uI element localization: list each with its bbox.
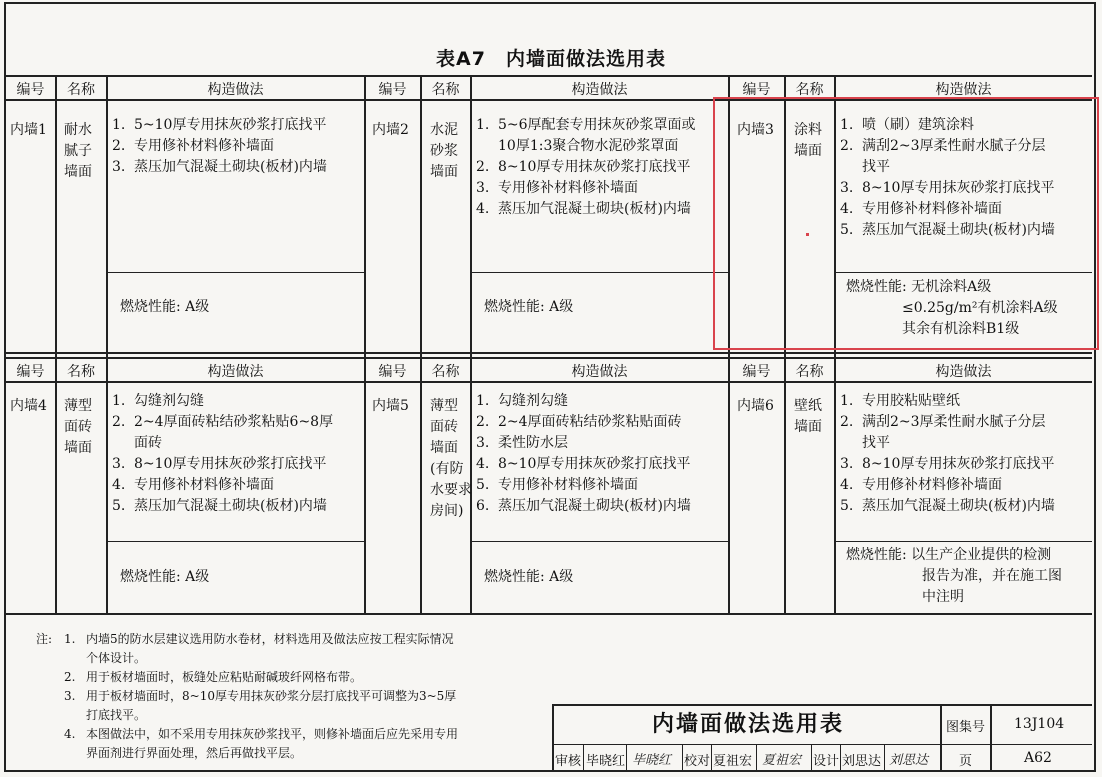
header-number: 编号 — [742, 82, 771, 98]
wall-name-line: 涂料 — [794, 122, 822, 138]
header-method: 构造做法 — [571, 364, 628, 380]
step-number: 2. — [476, 414, 490, 430]
step-text: 专用修补材料修补墙面 — [498, 180, 638, 196]
method-step — [476, 199, 696, 220]
step-text: 5~6厚配套专用抹灰砂浆罩面或 — [498, 117, 696, 133]
note-text: 用于板材墙面时，板缝处应粘贴耐碱玻纤网格布带。 — [86, 670, 363, 684]
fire-rating-line: ≤0.25g/m²有机涂料A级 — [902, 300, 1058, 316]
wall-name-line: 腻子 — [64, 143, 92, 159]
notes-label: 注: — [36, 632, 53, 646]
step-text: 勾缝剂勾缝 — [134, 393, 204, 409]
reviewer-signature: 毕晓红 — [632, 753, 672, 768]
header-name: 名称 — [431, 364, 460, 380]
header-method: 构造做法 — [207, 364, 264, 380]
checker-signature: 夏祖宏 — [762, 753, 802, 768]
method-step — [476, 412, 691, 433]
step-number: 5. — [840, 498, 854, 514]
wall-name-line: 墙面 — [64, 440, 92, 456]
step-text: 满刮2~3厚柔性耐水腻子分层 — [862, 414, 1046, 430]
wall-name-line: 壁纸 — [794, 398, 822, 414]
header-name: 名称 — [795, 364, 824, 380]
step-text: 蒸压加气混凝土砌块(板材)内墙 — [498, 201, 691, 217]
wall-name-line: 水泥 — [430, 122, 458, 138]
note-number: 1. — [64, 632, 76, 646]
step-text: 2~4厚面砖粘结砂浆粘贴6~8厚 — [134, 414, 334, 430]
header-method: 构造做法 — [935, 82, 992, 98]
wall-id: 内墙3 — [737, 122, 774, 138]
step-text: 8~10厚专用抹灰砂浆打底找平 — [134, 456, 327, 472]
fire-rating-line: 其余有机涂料B1级 — [902, 321, 1020, 337]
step-text: 专用胶粘贴壁纸 — [862, 393, 960, 409]
method-step — [112, 157, 327, 178]
step-text: 面砖 — [134, 435, 162, 451]
step-number: 1. — [112, 393, 126, 409]
note-item — [36, 725, 458, 763]
step-number: 2. — [476, 159, 490, 175]
step-number: 1. — [476, 117, 490, 133]
method-step — [840, 496, 1055, 517]
fire-rating-line: 中注明 — [922, 589, 964, 605]
drawing-title: 内墙面做法选用表 — [651, 712, 844, 737]
step-number: 4. — [840, 477, 854, 493]
check-label: 校对 — [684, 754, 711, 769]
method-step — [840, 454, 1055, 475]
step-number: 1. — [112, 117, 126, 133]
note-item — [36, 668, 458, 687]
step-text: 8~10厚专用抹灰砂浆打底找平 — [498, 456, 691, 472]
page-label: 页 — [959, 754, 973, 769]
method-steps — [840, 391, 1055, 517]
note-text: 本图做法中，如不采用专用抹灰砂浆找平，则修补墙面后应先采用专用 — [86, 727, 459, 741]
reviewer-name: 毕晓红 — [586, 754, 626, 769]
fire-rating-line: 燃烧性能: A级 — [120, 299, 210, 315]
method-step — [476, 475, 691, 496]
step-text: 柔性防水层 — [498, 435, 568, 451]
wall-id: 内墙2 — [372, 122, 409, 138]
wall-id: 内墙6 — [737, 398, 774, 414]
wall-id: 内墙1 — [10, 122, 47, 138]
step-number: 2. — [112, 414, 126, 430]
wall-name-line: 墙面 — [794, 143, 822, 159]
method-step — [112, 475, 333, 496]
checker-name: 夏祖宏 — [713, 754, 753, 769]
method-steps — [476, 115, 696, 220]
designer-name: 刘思达 — [842, 754, 882, 769]
step-text: 勾缝剂勾缝 — [498, 393, 568, 409]
method-step — [476, 136, 696, 157]
step-text: 8~10厚专用抹灰砂浆打底找平 — [862, 180, 1055, 196]
table-title: 表A7 内墙面做法选用表 — [436, 48, 666, 70]
step-number: 1. — [476, 393, 490, 409]
wall-name-line: 薄型 — [430, 398, 458, 414]
header-number: 编号 — [378, 364, 407, 380]
method-steps — [112, 115, 327, 178]
step-number: 3. — [476, 180, 490, 196]
method-steps — [112, 391, 333, 517]
fire-rating-line: 燃烧性能: 以生产企业提供的检测 — [846, 547, 1052, 563]
step-number: 3. — [476, 435, 490, 451]
method-step — [476, 157, 696, 178]
step-number: 3. — [112, 456, 126, 472]
note-text: 打底找平。 — [86, 708, 147, 722]
wall-name-line: 墙面 — [430, 440, 458, 456]
highlight-box — [713, 97, 1099, 350]
note-text: 用于板材墙面时，8~10厚专用抹灰砂浆分层打底找平可调整为3~5厚 — [86, 689, 457, 703]
header-name: 名称 — [795, 82, 824, 98]
review-label: 审核 — [555, 754, 582, 769]
header-number: 编号 — [378, 82, 407, 98]
note-item — [36, 687, 458, 725]
header-method: 构造做法 — [207, 82, 264, 98]
fire-rating-line: 燃烧性能: A级 — [484, 299, 574, 315]
step-text: 蒸压加气混凝土砌块(板材)内墙 — [862, 498, 1055, 514]
wall-name-line: 面砖 — [64, 419, 92, 435]
step-text: 8~10厚专用抹灰砂浆打底找平 — [862, 456, 1055, 472]
method-step — [476, 433, 691, 454]
step-number: 4. — [112, 477, 126, 493]
atlas-number: 13J104 — [1014, 716, 1065, 732]
step-text: 10厚1:3聚合物水泥砂浆罩面 — [498, 138, 679, 154]
step-text: 专用修补材料修补墙面 — [134, 477, 274, 493]
header-method: 构造做法 — [935, 364, 992, 380]
step-text: 蒸压加气混凝土砌块(板材)内墙 — [862, 222, 1055, 238]
method-step — [476, 391, 691, 412]
method-step — [112, 454, 333, 475]
wall-name-line: 薄型 — [64, 398, 92, 414]
fire-rating-line: 燃烧性能: A级 — [120, 569, 210, 585]
header-method: 构造做法 — [571, 82, 628, 98]
wall-name-line: 耐水 — [64, 122, 92, 138]
method-step — [476, 178, 696, 199]
fire-rating-line: 报告为准，并在施工图 — [922, 568, 1062, 584]
step-text: 蒸压加气混凝土砌块(板材)内墙 — [498, 498, 691, 514]
atlas-label: 图集号 — [946, 720, 986, 735]
step-text: 蒸压加气混凝土砌块(板材)内墙 — [134, 498, 327, 514]
method-step — [840, 412, 1055, 433]
step-text: 专用修补材料修补墙面 — [862, 477, 1002, 493]
page-number: A62 — [1024, 750, 1052, 766]
step-number: 1. — [840, 393, 854, 409]
wall-name-line: (有防 — [430, 461, 464, 477]
header-number: 编号 — [16, 364, 45, 380]
method-step — [112, 433, 333, 454]
step-number: 2. — [112, 138, 126, 154]
wall-name-line: 房间) — [430, 503, 464, 519]
method-step — [476, 115, 696, 136]
wall-name-line: 墙面 — [64, 164, 92, 180]
note-item — [36, 630, 458, 668]
step-text: 8~10厚专用抹灰砂浆打底找平 — [498, 159, 691, 175]
design-label: 设计 — [813, 754, 840, 769]
step-text: 专用修补材料修补墙面 — [862, 201, 1002, 217]
method-step — [476, 454, 691, 475]
wall-name-line: 水要求 — [430, 482, 472, 498]
note-text: 内墙5的防水层建议选用防水卷材，材料选用及做法应按工程实际情况 — [86, 632, 454, 646]
step-text: 5~10厚专用抹灰砂浆打底找平 — [134, 117, 327, 133]
step-text: 找平 — [862, 159, 890, 175]
step-number: 1. — [840, 117, 854, 133]
step-number: 2. — [840, 414, 854, 430]
wall-name-line: 墙面 — [794, 419, 822, 435]
notes — [36, 630, 458, 763]
header-name: 名称 — [431, 82, 460, 98]
step-text: 找平 — [862, 435, 890, 451]
method-step — [840, 475, 1055, 496]
step-number: 5. — [476, 477, 490, 493]
wall-name-line: 砂浆 — [430, 143, 458, 159]
wall-name-line: 面砖 — [430, 419, 458, 435]
step-text: 蒸压加气混凝土砌块(板材)内墙 — [134, 159, 327, 175]
header-number: 编号 — [742, 364, 771, 380]
step-number: 2. — [840, 138, 854, 154]
fire-rating-line: 燃烧性能: 无机涂料A级 — [846, 279, 992, 295]
red-dot-mark — [806, 233, 809, 236]
wall-name-line: 墙面 — [430, 164, 458, 180]
method-step — [840, 391, 1055, 412]
note-number: 3. — [64, 689, 76, 703]
note-number: 2. — [64, 670, 76, 684]
step-text: 专用修补材料修补墙面 — [134, 138, 274, 154]
method-step — [112, 391, 333, 412]
header-name: 名称 — [67, 82, 95, 98]
step-text: 喷（刷）建筑涂料 — [862, 117, 974, 133]
method-step — [112, 412, 333, 433]
header-number: 编号 — [16, 82, 45, 98]
designer-signature: 刘思达 — [889, 753, 929, 768]
step-number: 3. — [112, 159, 126, 175]
wall-id: 内墙4 — [10, 398, 47, 414]
method-step — [840, 433, 1055, 454]
fire-rating-line: 燃烧性能: A级 — [484, 569, 574, 585]
note-number: 4. — [64, 727, 76, 741]
method-step — [112, 496, 333, 517]
step-number: 6. — [476, 498, 490, 514]
method-step — [112, 136, 327, 157]
method-steps — [476, 391, 691, 517]
note-text: 个体设计。 — [86, 651, 147, 665]
step-number: 5. — [112, 498, 126, 514]
method-step — [476, 496, 691, 517]
method-step — [112, 115, 327, 136]
header-name: 名称 — [67, 364, 95, 380]
step-number: 3. — [840, 456, 854, 472]
step-number: 5. — [840, 222, 854, 238]
step-number: 4. — [476, 201, 490, 217]
wall-id: 内墙5 — [372, 398, 409, 414]
step-text: 2~4厚面砖粘结砂浆粘贴面砖 — [498, 414, 682, 430]
step-number: 3. — [840, 180, 854, 196]
step-number: 4. — [840, 201, 854, 217]
step-number: 4. — [476, 456, 490, 472]
step-text: 满刮2~3厚柔性耐水腻子分层 — [862, 138, 1046, 154]
note-text: 界面剂进行界面处理，然后再做找平层。 — [86, 746, 303, 760]
step-text: 专用修补材料修补墙面 — [498, 477, 638, 493]
